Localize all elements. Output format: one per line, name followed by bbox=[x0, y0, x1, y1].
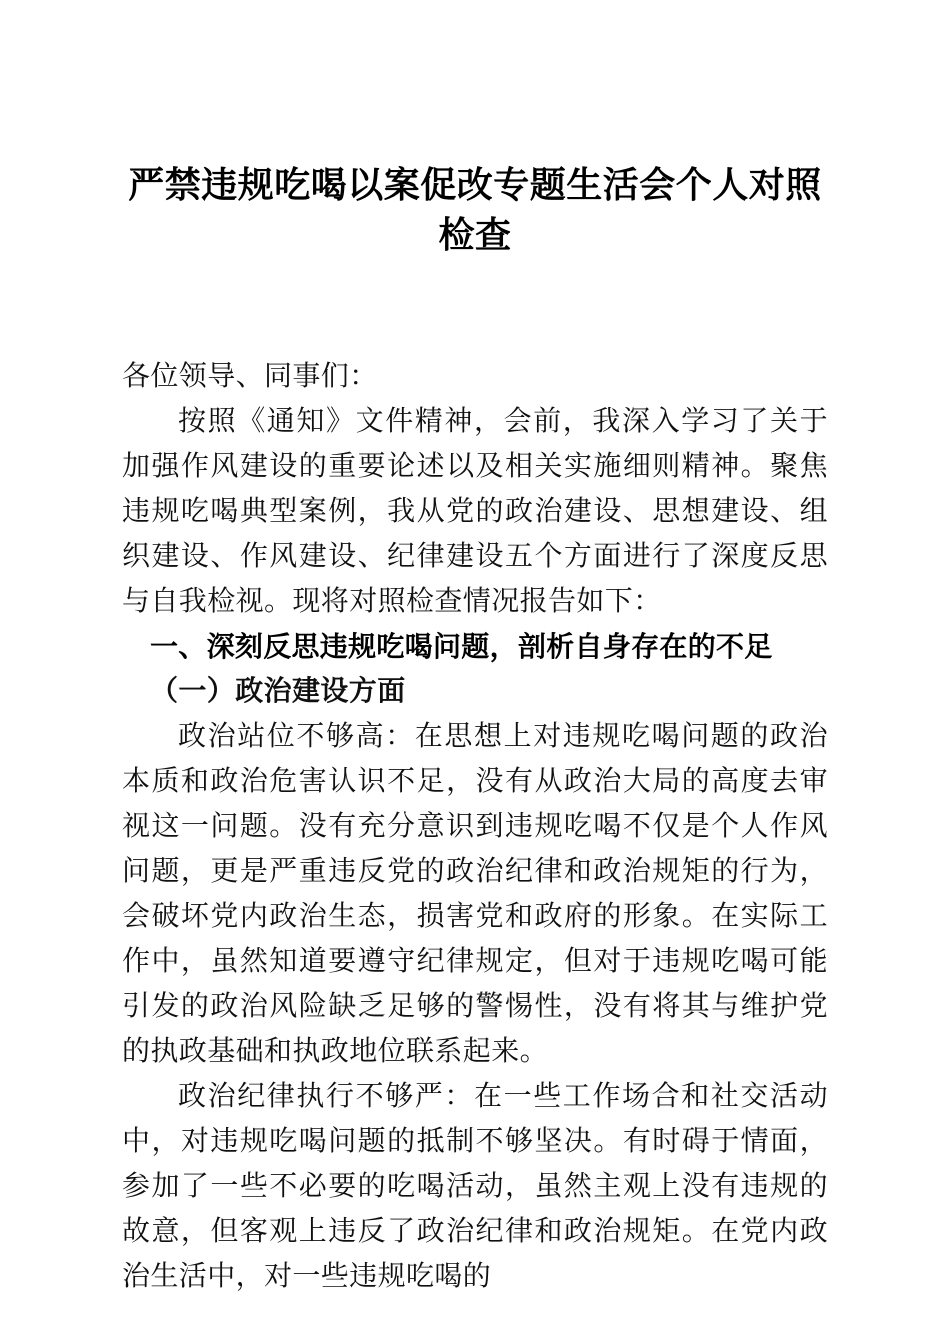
title-body-spacer bbox=[122, 260, 828, 288]
paragraph-political-standing: 政治站位不够高：在思想上对违规吃喝问题的政治本质和政治危害认识不足，没有从政治大局的高度去审视这一问题。没有充分意识到违规吃喝不仅是个人作风问题，更是严重违反党的政治纪律和政治规矩的行为，会破坏党内政治生态，损害党和政府的形象。在实际工作中，虽然知道要遵守纪律规定，但对于违规吃喝可能引发的政治风险缺乏足够的警惕性，没有将其与维护党的执政基础和执政地位联系起来。 bbox=[122, 721, 828, 1067]
intro-paragraph: 按照《通知》文件精神，会前，我深入学习了关于加强作风建设的重要论述以及相关实施细则精神。聚焦违规吃喝典型案例，我从党的政治建设、思想建设、组织建设、作风建设、纪律建设五个方面进行了深度反思与自我检视。现将对照检查情况报告如下： bbox=[122, 406, 828, 617]
section-heading-one: 一、深刻反思违规吃喝问题，剖析自身存在的不足 bbox=[150, 631, 773, 662]
document-title: 严禁违规吃喝以案促改专题生活会个人对照检查 bbox=[128, 165, 822, 255]
paragraph-political-discipline: 政治纪律执行不够严：在一些工作场合和社交活动中，对违规吃喝问题的抵制不够坚决。有时碍于情面，参加了一些不必要的吃喝活动，虽然主观上没有违规的故意，但客观上违反了政治纪律和政治规矩。在党内政治生活中，对一些违规吃喝的 bbox=[122, 1081, 828, 1292]
document-content bbox=[122, 0, 828, 1299]
salutation-line: 各位领导、同事们： bbox=[122, 361, 378, 392]
subsection-heading-one: （一）政治建设方面 bbox=[150, 676, 406, 707]
